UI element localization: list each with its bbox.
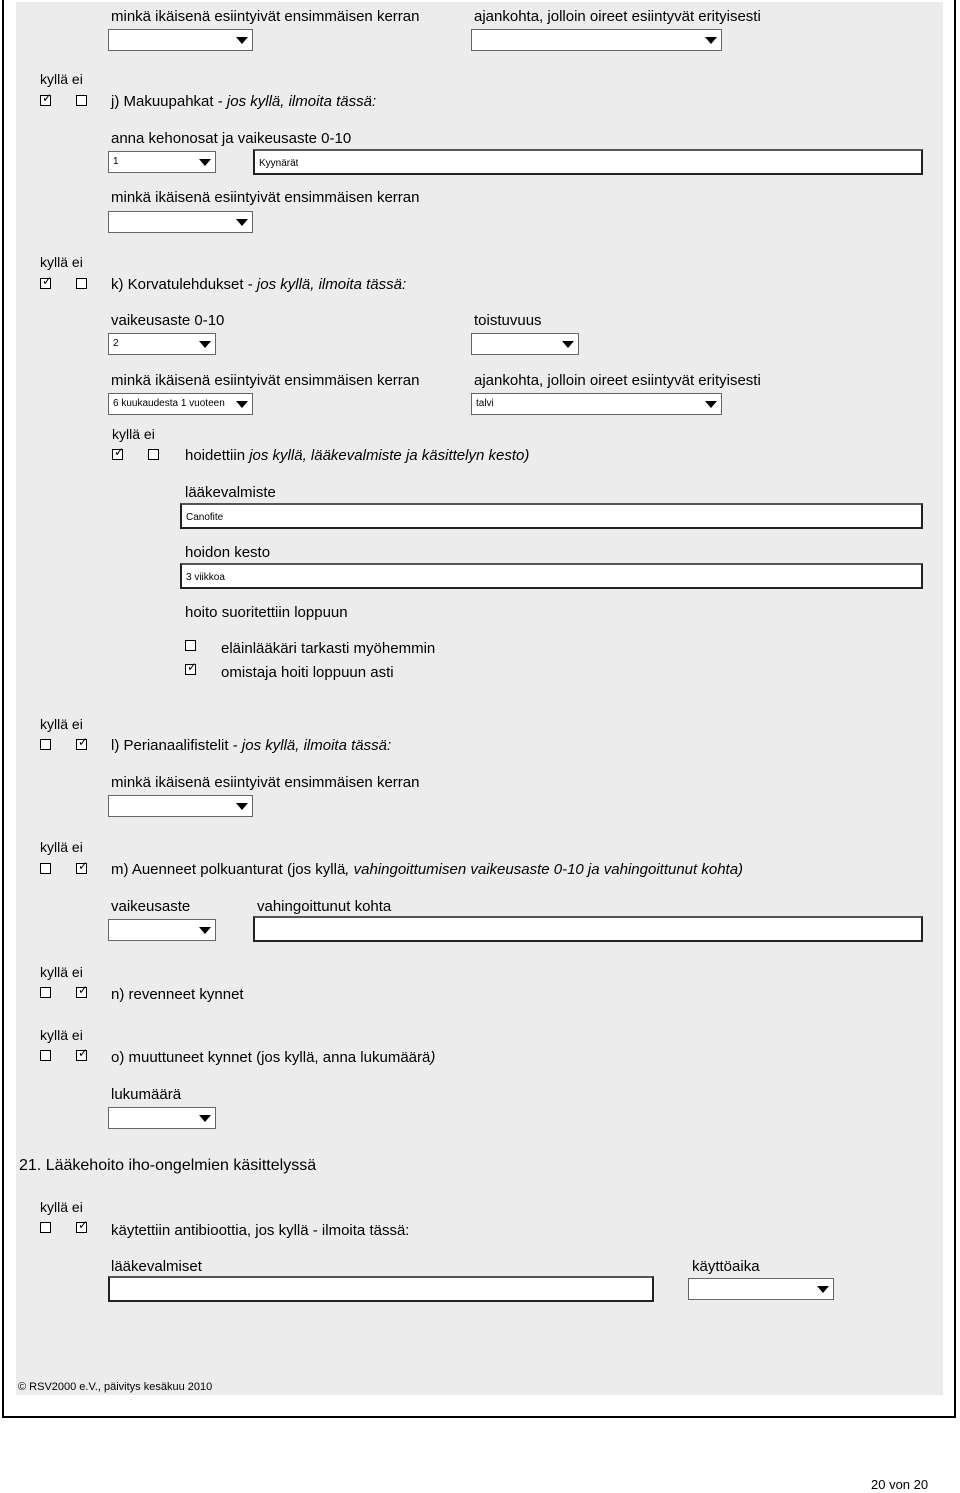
check-icon: ✓ [78, 1046, 89, 1060]
check-icon: ✓ [187, 660, 198, 674]
chevron-down-icon[interactable] [701, 394, 721, 414]
yes-no-header: kyllä ei [40, 71, 83, 87]
m-severity-label: vaikeusaste [111, 898, 191, 915]
m-location-label: vahingoittunut kohta [257, 898, 392, 915]
check-icon: ✓ [78, 735, 89, 749]
check-icon: ✓ [42, 274, 53, 288]
antibiotics-label: käytettiin antibioottia, jos kyllä - ilmoita tässä: [111, 1222, 410, 1239]
usage-label: käyttöaika [692, 1258, 760, 1275]
o-count-dropdown[interactable] [108, 1107, 216, 1129]
k-vet-option-label: eläinlääkäri tarkasti myöhemmin [221, 640, 436, 657]
k-medication-input[interactable]: Canofite [180, 503, 923, 529]
k-severity-label: vaikeusaste 0-10 [111, 312, 225, 329]
m-yes-checkbox[interactable] [40, 863, 51, 874]
chevron-down-icon[interactable] [195, 920, 215, 940]
chevron-down-icon[interactable] [813, 1279, 833, 1299]
k-completed-label: hoito suoritettiin loppuun [185, 604, 348, 621]
k-treated-yes-checkbox[interactable] [112, 445, 125, 460]
antibiotics-yes-checkbox[interactable] [40, 1222, 51, 1233]
m-severity-dropdown[interactable] [108, 919, 216, 941]
page-number: 20 von 20 [871, 1477, 929, 1492]
k-treated-no-checkbox[interactable] [148, 449, 159, 460]
j-first-age-label: minkä ikäisenä esiintyivät ensimmäisen kerran [111, 189, 420, 206]
chevron-down-icon[interactable] [558, 334, 578, 354]
period-dropdown[interactable] [471, 29, 722, 51]
k-owner-checkbox[interactable] [185, 660, 198, 675]
check-icon: ✓ [114, 445, 125, 459]
check-icon: ✓ [78, 1218, 89, 1232]
k-medication-label: lääkevalmiste [185, 484, 276, 501]
j-severity-dropdown[interactable]: 1 [108, 151, 216, 173]
l-no-checkbox[interactable] [76, 735, 89, 750]
medications-input[interactable] [108, 1276, 654, 1302]
m-location-input[interactable] [253, 916, 923, 942]
usage-dropdown[interactable] [688, 1278, 834, 1300]
k-period-dropdown[interactable]: talvi [471, 393, 722, 415]
check-icon: ✓ [78, 859, 89, 873]
chevron-down-icon[interactable] [232, 30, 252, 50]
k-no-checkbox[interactable] [76, 278, 87, 289]
chevron-down-icon[interactable] [701, 30, 721, 50]
n-no-checkbox[interactable] [76, 983, 89, 998]
yes-no-header: kyllä ei [40, 254, 83, 270]
yes-no-header: kyllä ei [40, 1027, 83, 1043]
medications-label: lääkevalmiset [111, 1258, 202, 1275]
j-title: j) Makuupahkat - jos kyllä, ilmoita tässä: [111, 93, 377, 110]
chevron-down-icon[interactable] [195, 334, 215, 354]
j-body-parts-label: anna kehonosat ja vaikeusaste 0-10 [111, 130, 352, 147]
copyright-text: © RSV2000 e.V., päivitys kesäkuu 2010 [18, 1381, 213, 1393]
n-yes-checkbox[interactable] [40, 987, 51, 998]
l-first-age-dropdown[interactable] [108, 795, 253, 817]
o-count-label: lukumäärä [111, 1086, 182, 1103]
yes-no-header: kyllä ei [112, 426, 155, 442]
m-no-checkbox[interactable] [76, 859, 89, 874]
k-duration-label: hoidon kesto [185, 544, 271, 561]
n-title: n) revenneet kynnet [111, 986, 244, 1003]
o-yes-checkbox[interactable] [40, 1050, 51, 1061]
chevron-down-icon[interactable] [232, 212, 252, 232]
k-owner-option-label: omistaja hoiti loppuun asti [221, 664, 394, 681]
j-yes-checkbox[interactable] [40, 91, 53, 106]
k-severity-dropdown[interactable]: 2 [108, 333, 216, 355]
m-title: m) Auenneet polkuanturat (jos kyllä, vahingoittumisen vaikeusaste 0-10 ja vahingoittunut kohta) [111, 861, 744, 878]
k-frequency-label: toistuvuus [474, 312, 542, 329]
yes-no-header: kyllä ei [40, 1199, 83, 1215]
k-title: k) Korvatulehdukset - jos kyllä, ilmoita tässä: [111, 276, 407, 293]
chevron-down-icon[interactable] [195, 152, 215, 172]
k-first-age-label: minkä ikäisenä esiintyivät ensimmäisen kerran [111, 372, 420, 389]
k-first-age-dropdown[interactable]: 6 kuukaudesta 1 vuoteen [108, 393, 253, 415]
first-age-label: minkä ikäisenä esiintyivät ensimmäisen kerran [111, 8, 420, 25]
j-no-checkbox[interactable] [76, 95, 87, 106]
o-no-checkbox[interactable] [76, 1046, 89, 1061]
l-first-age-label: minkä ikäisenä esiintyivät ensimmäisen kerran [111, 774, 420, 791]
check-icon: ✓ [42, 91, 53, 105]
k-duration-input[interactable]: 3 viikkoa [180, 563, 923, 589]
antibiotics-no-checkbox[interactable] [76, 1218, 89, 1233]
k-frequency-dropdown[interactable] [471, 333, 579, 355]
chevron-down-icon[interactable] [232, 394, 252, 414]
o-title: o) muuttuneet kynnet (jos kyllä, anna lukumäärä) [111, 1049, 436, 1066]
chevron-down-icon[interactable] [195, 1108, 215, 1128]
check-icon: ✓ [78, 983, 89, 997]
yes-no-header: kyllä ei [40, 839, 83, 855]
j-body-parts-input[interactable]: Kyynärät [253, 149, 923, 175]
yes-no-header: kyllä ei [40, 716, 83, 732]
period-label: ajankohta, jolloin oireet esiintyvät erityisesti [474, 8, 761, 25]
chevron-down-icon[interactable] [232, 796, 252, 816]
l-yes-checkbox[interactable] [40, 739, 51, 750]
k-treated-label: hoidettiin jos kyllä, lääkevalmiste ja käsittelyn kesto) [185, 447, 530, 464]
first-age-dropdown[interactable] [108, 29, 253, 51]
k-yes-checkbox[interactable] [40, 274, 53, 289]
yes-no-header: kyllä ei [40, 964, 83, 980]
l-title: l) Perianaalifistelit - jos kyllä, ilmoita tässä: [111, 737, 392, 754]
section-21-title: 21. Lääkehoito iho-ongelmien käsittelyssä [19, 1157, 317, 1174]
k-vet-checkbox[interactable] [185, 640, 196, 651]
j-first-age-dropdown[interactable] [108, 211, 253, 233]
k-period-label: ajankohta, jolloin oireet esiintyvät erityisesti [474, 372, 761, 389]
